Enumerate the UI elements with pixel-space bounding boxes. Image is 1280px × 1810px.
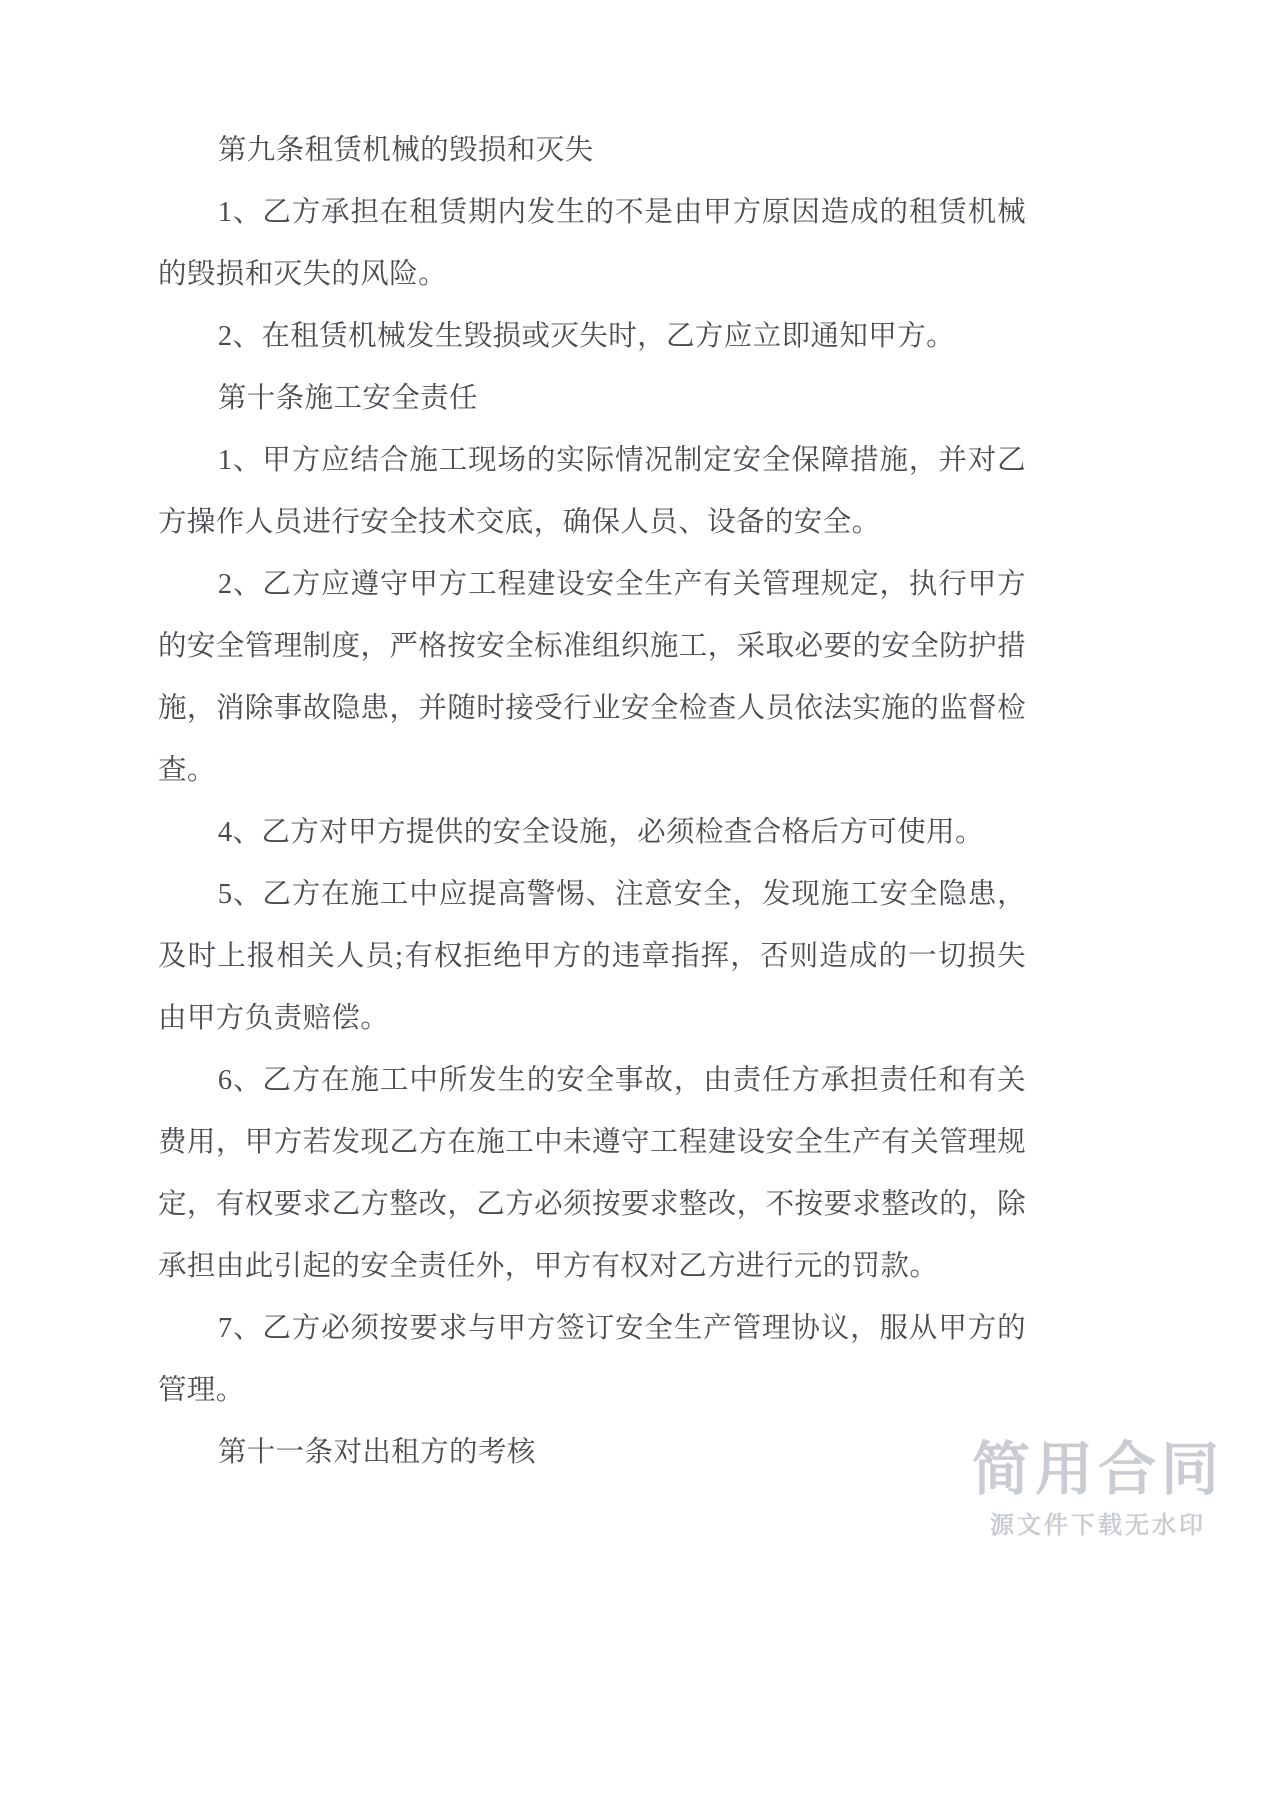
watermark-brand: 简用合同 — [971, 1434, 1224, 1503]
clause-10-item-1: 1、甲方应结合施工现场的实际情况制定安全保障措施，并对乙方操作人员进行安全技术交底，确保人员、设备的安全。 — [158, 445, 1026, 538]
clause-9-item-2: 2、在租赁机械发生毁损或灭失时，乙方应立即通知甲方。 — [217, 321, 955, 352]
clause-10-item-2: 2、乙方应遵守甲方工程建设安全生产有关管理规定，执行甲方的安全管理制度，严格按安全标准组织施工，采取必要的安全防护措施，消除事故隐患，并随时接受行业安全检查人员依法实施的监督检查。 — [158, 569, 1026, 786]
clause-10-item-5: 5、乙方在施工中应提高警惕、注意安全，发现施工安全隐患，及时上报相关人员;有权拒绝甲方的违章指挥，否则造成的一切损失由甲方负责赔偿。 — [158, 879, 1026, 1034]
clause-9-item-1: 1、乙方承担在租赁期内发生的不是由甲方原因造成的租赁机械的毁损和灭失的风险。 — [158, 197, 1026, 290]
clause-9-heading: 第九条租赁机械的毁损和灭失 — [217, 135, 594, 166]
watermark-tagline: 源文件下载无水印 — [989, 1510, 1206, 1539]
document-text-body — [158, 120, 1026, 1484]
clause-10-heading: 第十条施工安全责任 — [217, 383, 478, 414]
clause-10-item-4: 4、乙方对甲方提供的安全设施，必须检查合格后方可使用。 — [217, 817, 984, 848]
clause-11-heading: 第十一条对出租方的考核 — [217, 1437, 536, 1468]
clause-10-item-7: 7、乙方必须按要求与甲方签订安全生产管理协议，服从甲方的管理。 — [158, 1313, 1026, 1406]
clause-10-item-6: 6、乙方在施工中所发生的安全事故，由责任方承担责任和有关费用，甲方若发现乙方在施工中未遵守工程建设安全生产有关管理规定，有权要求乙方整改，乙方必须按要求整改，不按要求整改的，除承担由此引起的安全责任外，甲方有权对乙方进行元的罚款。 — [158, 1065, 1026, 1282]
